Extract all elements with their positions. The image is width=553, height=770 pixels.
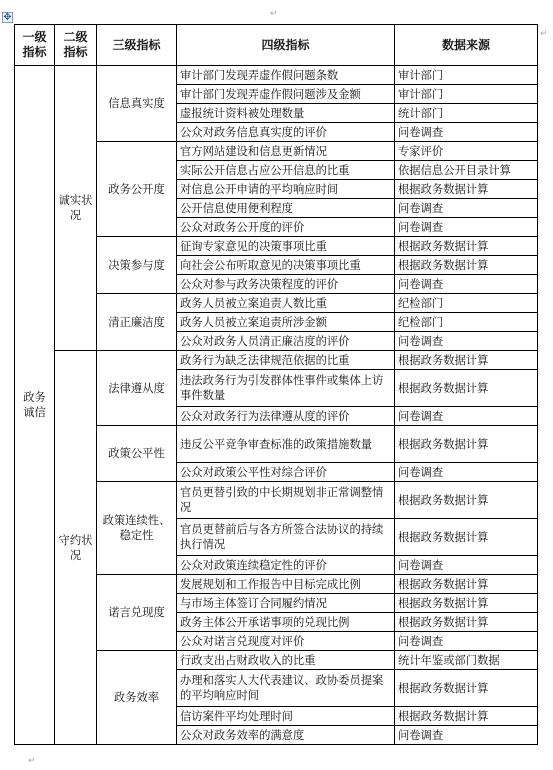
source-cell: 根据政务数据计算 — [395, 237, 538, 256]
indicator-cell: 公众对参与政务决策程度的评价 — [177, 275, 395, 294]
move-arrows-icon[interactable]: ✥ — [3, 12, 12, 23]
header-source: 数据来源 — [395, 25, 538, 66]
source-cell: 问卷调查 — [395, 275, 538, 294]
source-cell: 根据政务数据计算 — [395, 370, 538, 407]
indicator-cell: 公众对政务行为法律遵从度的评价 — [177, 407, 395, 426]
indicator-cell: 违反公平竞争审查标准的政策措施数量 — [177, 426, 395, 463]
indicator-cell: 办理和落实人大代表建议、政协委员提案的平均响应时间 — [177, 670, 395, 707]
indicator-cell: 实际公开信息占应公开信息的比重 — [177, 161, 395, 180]
source-cell: 审计部门 — [395, 66, 538, 85]
source-cell: 根据政务数据计算 — [395, 575, 538, 594]
level1-cell: 政务诚信 — [15, 66, 55, 745]
indicator-cell: 征询专家意见的决策事项比重 — [177, 237, 395, 256]
source-cell: 根据政务数据计算 — [395, 613, 538, 632]
source-cell: 问卷调查 — [395, 632, 538, 651]
indicator-cell: 违法政务行为引发群体性事件或集体上访事件数量 — [177, 370, 395, 407]
header-level1: 一级指标 — [15, 25, 55, 66]
level3-cell: 决策参与度 — [97, 237, 177, 294]
indicator-cell: 审计部门发现弄虚作假问题条数 — [177, 66, 395, 85]
indicator-cell: 政务人员被立案追责人数比重 — [177, 294, 395, 313]
source-cell: 问卷调查 — [395, 407, 538, 426]
level3-cell: 清正廉洁度 — [97, 294, 177, 351]
level3-cell: 政策公平性 — [97, 426, 177, 482]
indicator-cell: 向社会公布听取意见的决策事项比重 — [177, 256, 395, 275]
indicator-cell: 政务人员被立案追责所涉金额 — [177, 313, 395, 332]
source-cell: 统计部门 — [395, 104, 538, 123]
indicator-cell: 政务行为缺乏法律规范依据的比重 — [177, 351, 395, 370]
indicator-cell: 官员更替前后与各方所签合法协议的持续执行情况 — [177, 519, 395, 556]
level3-cell: 信息真实度 — [97, 66, 177, 142]
level3-cell: 法律遵从度 — [97, 351, 177, 426]
source-cell: 根据政务数据计算 — [395, 670, 538, 707]
indicator-cell: 与市场主体签订合同履约情况 — [177, 594, 395, 613]
paragraph-mark-icon: ↵ — [270, 9, 278, 19]
indicator-cell: 公众对政务公开度的评价 — [177, 218, 395, 237]
indicator-cell: 发展规划和工作报告中目标完成比例 — [177, 575, 395, 594]
row-end-mark-icon: ↵ — [540, 29, 548, 39]
source-cell: 依据信息公开目录计算 — [395, 161, 538, 180]
source-cell: 问卷调查 — [395, 123, 538, 142]
source-cell: 根据政务数据计算 — [395, 482, 538, 519]
source-cell: 纪检部门 — [395, 313, 538, 332]
source-cell: 问卷调查 — [395, 556, 538, 575]
indicator-cell: 公众对政务信息真实度的评价 — [177, 123, 395, 142]
indicator-cell: 公众对政务效率的满意度 — [177, 726, 395, 745]
source-cell: 根据政务数据计算 — [395, 707, 538, 726]
table-body — [15, 66, 538, 745]
level3-cell: 政策连续性、稳定性 — [97, 482, 177, 575]
level2-cell: 诚实状况 — [55, 66, 97, 351]
table-row — [15, 351, 538, 370]
header-level4: 四级指标 — [177, 25, 395, 66]
indicator-cell: 官方网站建设和信息更新情况 — [177, 142, 395, 161]
indicator-table — [14, 24, 538, 745]
indicator-cell: 虚报统计资料被处理数量 — [177, 104, 395, 123]
table-row — [15, 66, 538, 85]
source-cell: 根据政务数据计算 — [395, 351, 538, 370]
indicator-cell: 公众对政策连续稳定性的评价 — [177, 556, 395, 575]
paragraph-mark-icon: ↵ — [28, 756, 36, 766]
source-cell: 根据政务数据计算 — [395, 180, 538, 199]
source-cell: 专家评价 — [395, 142, 538, 161]
level3-cell: 政务效率 — [97, 651, 177, 745]
indicator-cell: 对信息公开申请的平均响应时间 — [177, 180, 395, 199]
indicator-cell: 政务主体公开承诺事项的兑现比例 — [177, 613, 395, 632]
indicator-cell: 信访案件平均处理时间 — [177, 707, 395, 726]
source-cell: 统计年鉴或部门数据 — [395, 651, 538, 670]
source-cell: 问卷调查 — [395, 199, 538, 218]
level2-cell: 守约状况 — [55, 351, 97, 745]
source-cell: 审计部门 — [395, 85, 538, 104]
header-level2: 二级指标 — [55, 25, 97, 66]
source-cell: 根据政务数据计算 — [395, 256, 538, 275]
header-level3: 三级指标 — [97, 25, 177, 66]
indicator-cell: 公众对政务人员清正廉洁度的评价 — [177, 332, 395, 351]
indicator-cell: 公开信息使用便利程度 — [177, 199, 395, 218]
source-cell: 问卷调查 — [395, 726, 538, 745]
indicator-cell: 官员更替引致的中长期规划非正常调整情况 — [177, 482, 395, 519]
indicator-cell: 公众对诺言兑现度对评价 — [177, 632, 395, 651]
level3-cell: 政务公开度 — [97, 142, 177, 237]
indicator-cell: 行政支出占财政收入的比重 — [177, 651, 395, 670]
level3-cell: 诺言兑现度 — [97, 575, 177, 651]
source-cell: 根据政务数据计算 — [395, 426, 538, 463]
indicator-cell: 公众对政策公平性对综合评价 — [177, 463, 395, 482]
header-row — [15, 25, 538, 66]
source-cell: 根据政务数据计算 — [395, 594, 538, 613]
source-cell: 根据政务数据计算 — [395, 519, 538, 556]
source-cell: 问卷调查 — [395, 332, 538, 351]
source-cell: 问卷调查 — [395, 218, 538, 237]
source-cell: 纪检部门 — [395, 294, 538, 313]
source-cell: 问卷调查 — [395, 463, 538, 482]
indicator-cell: 审计部门发现弄虚作假问题涉及金额 — [177, 85, 395, 104]
